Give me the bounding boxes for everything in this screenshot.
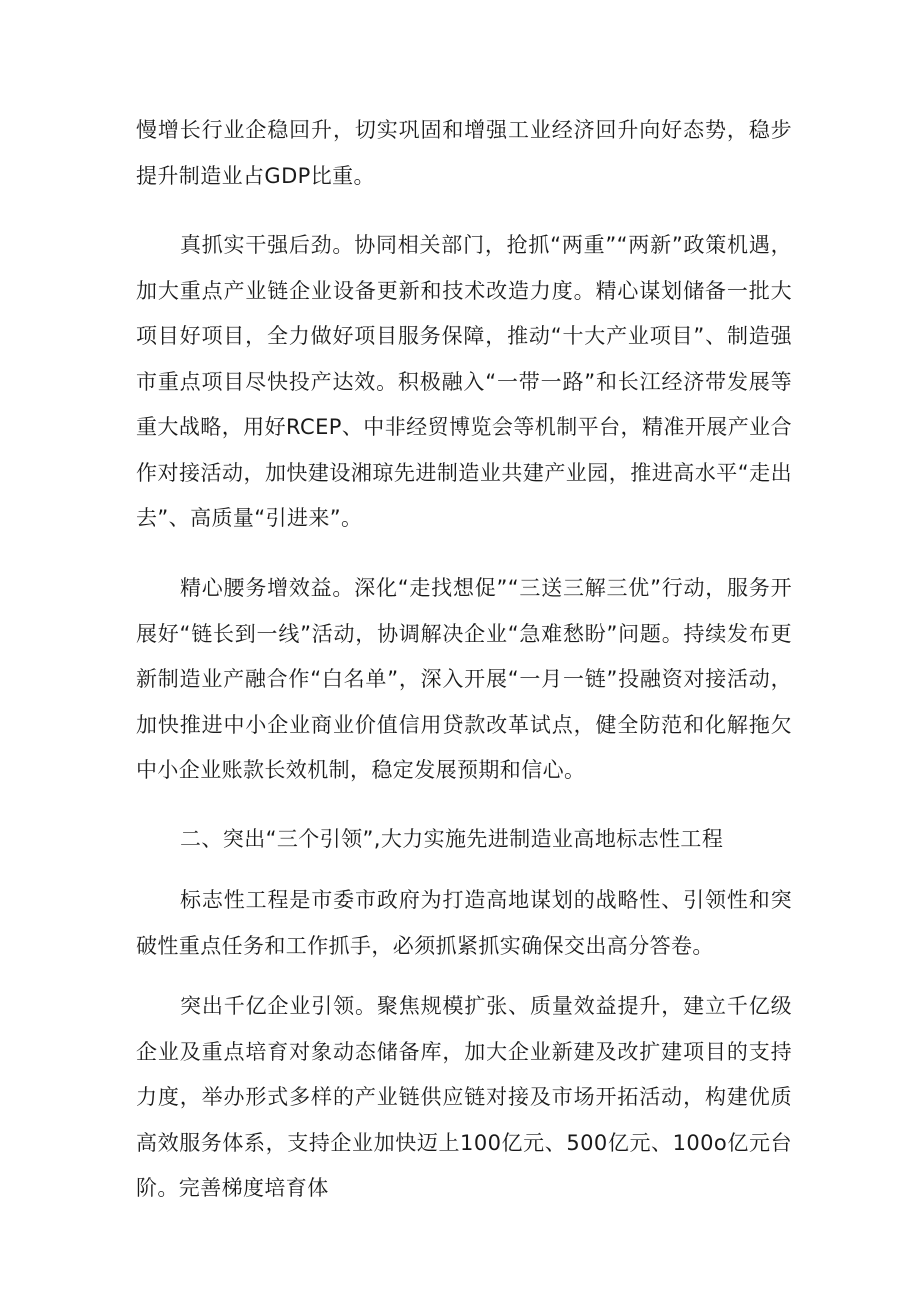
paragraph-5: 突出千亿企业引领。聚焦规模扩张、质量效益提升，建立千亿级企业及重点培育对象动态储备库，加大企业新建及改扩建项目的支持力度，举办形式多样的产业链供应链对接及市场开拓活动，构建优质高效服务体系，支持企业加快迈上100亿元、500亿元、100o亿元台阶。完善梯度培育体 <box>136 994 792 1200</box>
section-heading: 二、突出“三个引领”,大力实施先进制造业高地标志性工程 <box>180 827 724 851</box>
paragraph-1: 慢增长行业企稳回升，切实巩固和增强工业经济回升向好态势，稳步提升制造业占GDP比重。 <box>136 118 792 188</box>
paragraph-4: 标志性工程是市委市政府为打造高地谋划的战略性、引领性和突破性重点任务和工作抓手，必须抓紧抓实确保交出高分答卷。 <box>136 888 792 958</box>
paragraph-2: 真抓实干强后劲。协同相关部门，抢抓“两重”“两新”政策机遇，加大重点产业链企业设备更新和技术改造力度。精心谋划储备一批大项目好项目，全力做好项目服务保障，推动“十大产业项目”、制造强市重点项目尽快投产达效。积极融入“一带一路”和长江经济带发展等重大战略，用好RCEP、中非经贸博览会等机制平台，精准开展产业合作对接活动，加快建设湘琼先进制造业共建产业园，推进高水平“走出去”、高质量“引进来”。 <box>136 233 792 530</box>
paragraph-3: 精心腰务增效益。深化“走找想促”“三送三解三优”行动，服务开展好“链长到一线”活动，协调解决企业“急难愁盼”问题。持续发布更新制造业产融合作“白名单”，深入开展“一月一链”投融资对接活动，加快推进中小企业商业价值信用贷款改革试点，健全防范和化解拖欠中小企业账款长效机制，稳定发展预期和信心。 <box>136 576 792 782</box>
